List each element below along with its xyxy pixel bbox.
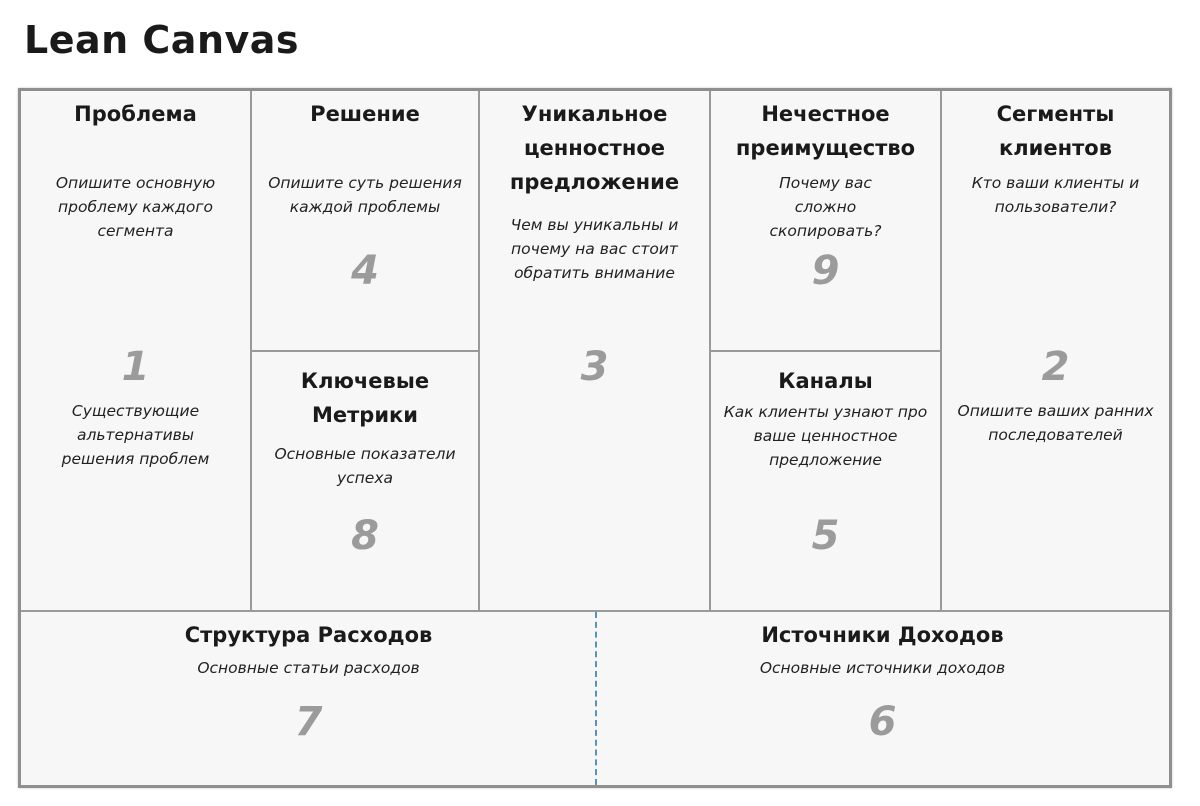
- block-hint: Опишите суть решения каждой проблемы: [268, 174, 462, 216]
- block-heading: Решение: [310, 102, 420, 126]
- block-solution[interactable]: [252, 91, 480, 352]
- block-heading: Ключевые Метрики: [300, 369, 430, 427]
- block-heading: Проблема: [74, 102, 197, 126]
- block-number: 4: [351, 248, 379, 294]
- block-heading: Структура Расходов: [184, 623, 433, 647]
- block-number: 7: [294, 699, 323, 745]
- block-heading: Сегменты клиентов: [996, 102, 1115, 160]
- block-number: 5: [811, 513, 840, 559]
- block-number: 3: [580, 344, 609, 390]
- block-number: 2: [1041, 344, 1070, 390]
- block-customer-segments[interactable]: [942, 91, 1169, 612]
- block-cost-structure[interactable]: [21, 612, 596, 785]
- block-unfair-advantage[interactable]: [711, 91, 942, 352]
- block-hint-secondary: Опишите ваших ранних последователей: [957, 402, 1154, 444]
- block-hint: Основные статьи расходов: [197, 659, 420, 677]
- block-number: 8: [351, 513, 379, 559]
- block-hint: Почему вас сложно скопировать?: [769, 174, 882, 240]
- block-hint: Как клиенты узнают про ваше ценностное предложение: [723, 403, 928, 469]
- block-number: 1: [121, 344, 150, 390]
- block-hint-secondary: Существующие альтернативы решения проблем: [61, 402, 210, 468]
- block-hint: Основные источники доходов: [759, 659, 1006, 677]
- block-channels[interactable]: [711, 352, 942, 612]
- block-problem[interactable]: [21, 91, 252, 612]
- block-hint: Кто ваши клиенты и пользователи?: [971, 174, 1140, 216]
- block-hint: Чем вы уникальны и почему на вас стоит обратить внимание: [510, 216, 679, 282]
- block-heading: Уникальное ценностное предложение: [509, 102, 680, 194]
- block-unique-value-proposition[interactable]: [480, 91, 711, 612]
- block-key-metrics[interactable]: [252, 352, 480, 612]
- bottom-divider: [595, 612, 597, 785]
- block-number: 6: [868, 699, 897, 745]
- block-hint: Основные показатели успеха: [274, 445, 456, 487]
- block-revenue-streams[interactable]: [596, 612, 1169, 785]
- block-hint: Опишите основную проблему каждого сегмента: [55, 174, 216, 240]
- block-heading: Источники Доходов: [761, 623, 1004, 647]
- block-heading: Каналы: [778, 369, 873, 393]
- lean-canvas-board: [18, 88, 1172, 788]
- block-heading: Нечестное преимущество: [735, 102, 916, 160]
- page-title: Lean Canvas: [24, 18, 300, 62]
- block-number: 9: [811, 248, 840, 294]
